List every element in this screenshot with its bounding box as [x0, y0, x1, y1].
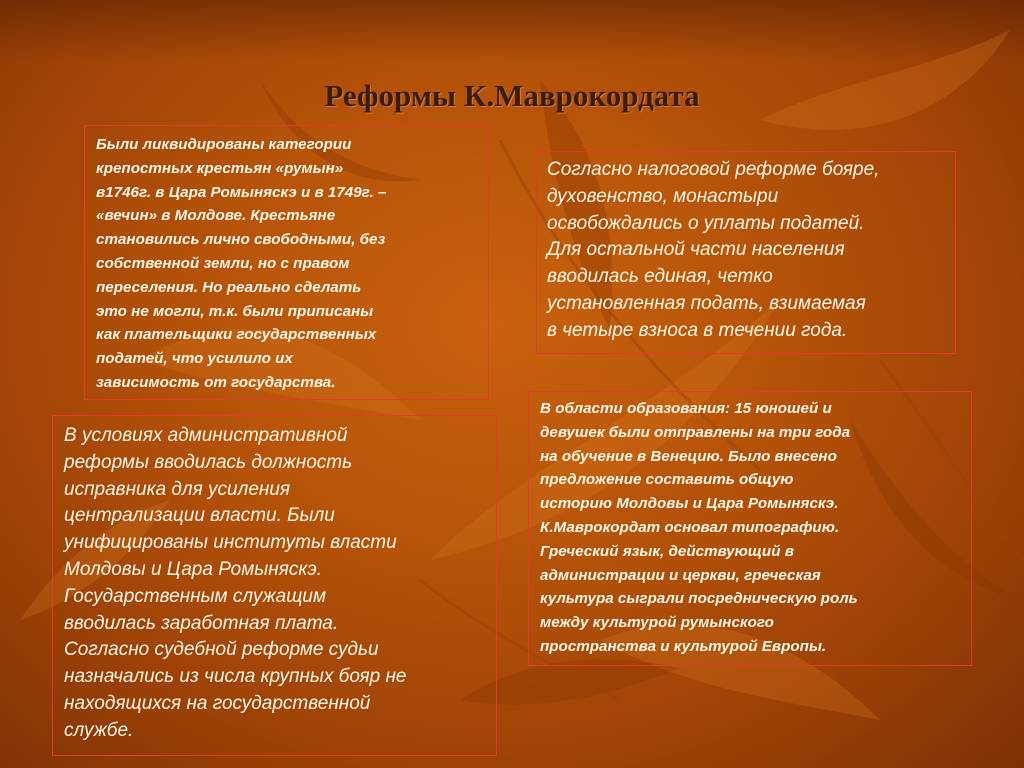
slide-title: Реформы К.Маврокордата: [324, 78, 700, 113]
tax-reform-textbox: Согласно налоговой реформе бояре, духовенство, монастыри освобождались о уплаты податей. Для остальной части населения вводилась единая, четко установленная подать, взимаемая в четыре взноса в течении года.: [536, 151, 956, 354]
education-reform-textbox: В области образования: 15 юношей и девушек были отправлены на три года на обучение в Венецию. Было внесено предложение составить общую историю Молдовы и Цара Ромыняскэ. К.Маврокордат основал типографию. Греческий язык, действующий в администрации и церкви, греческая культура сыграли посредническую роль между культурой румынского пространства и культурой Европы.: [528, 391, 972, 666]
administrative-reform-textbox: В условиях административной реформы вводилась должность исправника для усиления централизации власти. Были унифицированы институты власти Молдовы и Цара Ромыняскэ. Государственным служащим вводилась заработная плата. Согласно судебной реформе судьи назначались из числа крупных бояр не находящихся на государственной службе.: [52, 415, 497, 756]
serfs-reform-textbox: Были ликвидированы категории крепостных крестьян «румын» в1746г. в Цара Ромыняскэ и в 1749г. – «вечин» в Молдове. Крестьяне становились лично свободными, без собственной земли, но с правом переселения. Но реально сделать это не могли, т.к. были приписаны как плательщики государственных податей, что усилило их зависимость от государства.: [84, 125, 489, 400]
